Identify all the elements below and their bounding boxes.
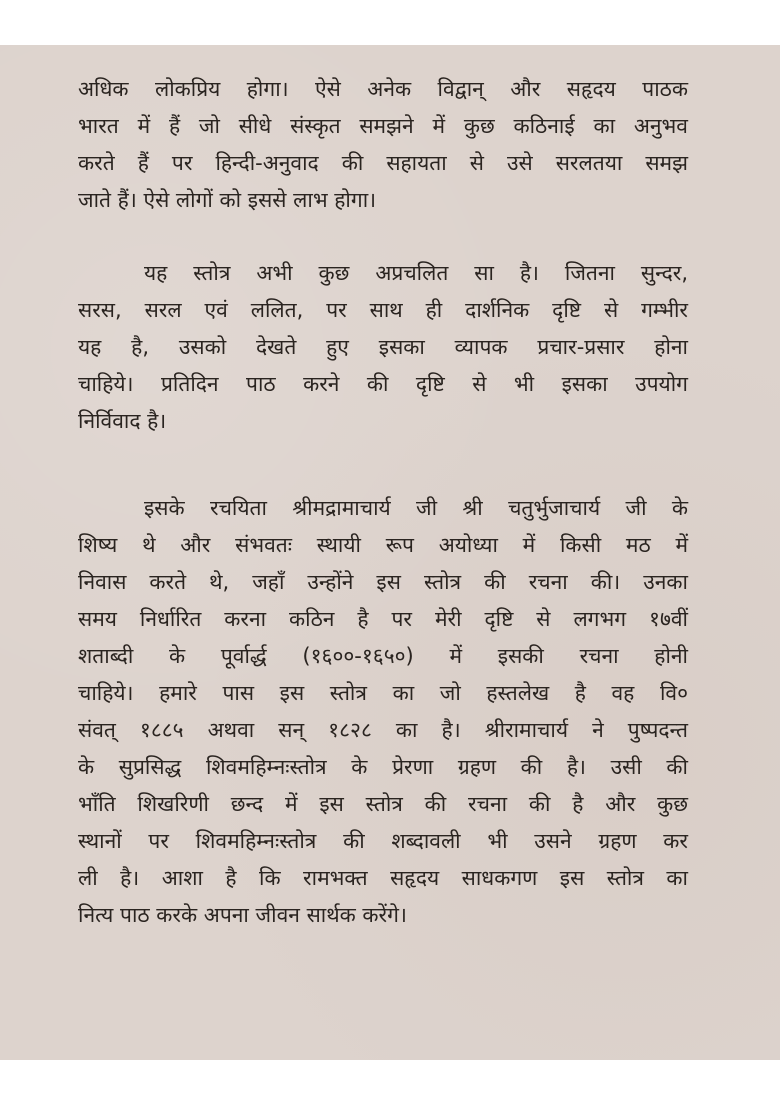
- text-line: यह है, उसको देखते हुए इसका व्यापक प्रचार-प्रसार होना: [78, 335, 688, 359]
- text-line: सरस, सरल एवं ललित, पर साथ ही दार्शनिक दृष्टि से गम्भीर: [78, 298, 688, 322]
- text-line: चाहिये। हमारे पास इस स्तोत्र का जो हस्तलेख है वह वि०: [78, 681, 688, 705]
- text-line: शिष्य थे और संभवतः स्थायी रूप अयोध्या में किसी मठ में: [78, 533, 688, 557]
- paragraph-3: [78, 490, 688, 934]
- text-line: अधिक लोकप्रिय होगा। ऐसे अनेक विद्वान् और सहृदय पाठक: [78, 77, 688, 101]
- text-line: करते हैं पर हिन्दी-अनुवाद की सहायता से उसे सरलतया समझ: [78, 151, 688, 175]
- text-line: निवास करते थे, जहाँ उन्होंने इस स्तोत्र की रचना की। उनका: [78, 570, 688, 594]
- text-line: शताब्दी के पूर्वार्द्ध (१६००-१६५०) में इसकी रचना होनी: [78, 644, 688, 668]
- text-line: नित्य पाठ करके अपना जीवन सार्थक करेंगे।: [78, 903, 407, 927]
- text-line: चाहिये। प्रतिदिन पाठ करने की दृष्टि से भी इसका उपयोग: [78, 372, 688, 396]
- text-line: संवत् १८८५ अथवा सन् १८२८ का है। श्रीरामाचार्य ने पुष्पदन्त: [78, 718, 688, 742]
- text-line: समय निर्धारित करना कठिन है पर मेरी दृष्टि से लगभग १७वीं: [78, 607, 688, 631]
- text-line: के सुप्रसिद्ध शिवमहिम्नःस्तोत्र के प्रेरणा ग्रहण की है। उसी की: [78, 755, 688, 779]
- text-line: जाते हैं। ऐसे लोगों को इससे लाभ होगा।: [78, 188, 377, 212]
- text-line: भारत में हैं जो सीधे संस्कृत समझने में कुछ कठिनाई का अनुभव: [78, 114, 688, 138]
- text-line: ली है। आशा है कि रामभक्त सहृदय साधकगण इस स्तोत्र का: [78, 866, 688, 890]
- text-line: यह स्तोत्र अभी कुछ अप्रचलित सा है। जितना सुन्दर,: [144, 261, 688, 285]
- paragraph-2: [78, 255, 688, 440]
- text-line: स्थानों पर शिवमहिम्नःस्तोत्र की शब्दावली भी उसने ग्रहण कर: [78, 829, 688, 853]
- paragraph-1: [78, 71, 688, 219]
- text-line: निर्विवाद है।: [78, 409, 167, 433]
- text-line: भाँति शिखरिणी छन्द में इस स्तोत्र की रचना की है और कुछ: [78, 792, 688, 816]
- scanned-page: [0, 45, 780, 1060]
- text-line: इसके रचयिता श्रीमद्रामाचार्य जी श्री चतुर्भुजाचार्य जी के: [144, 496, 688, 520]
